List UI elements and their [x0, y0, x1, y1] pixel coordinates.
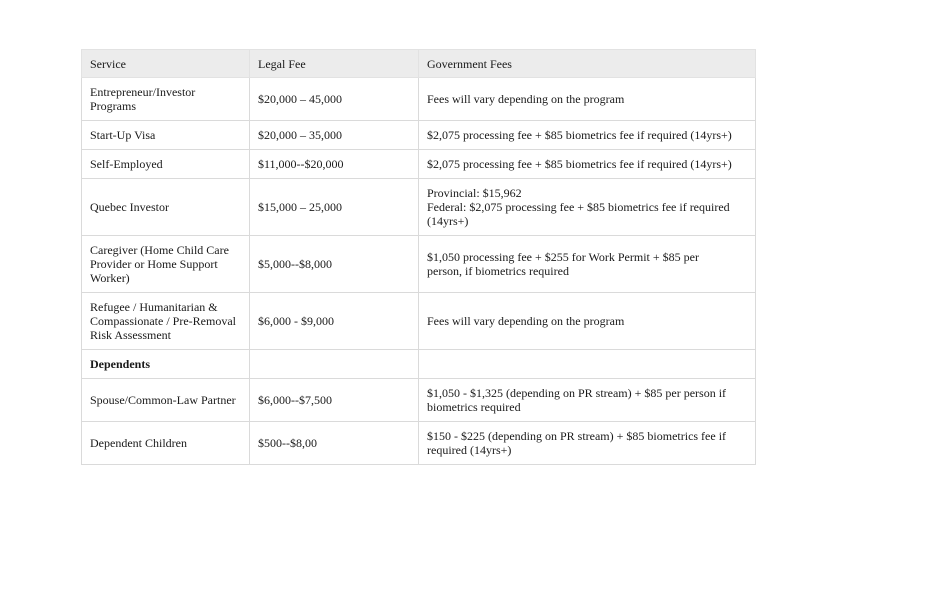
government-fees-cell: [419, 422, 756, 465]
government-fees-text: $1,050 - $1,325 (depending on PR stream) + $85 per person if: [427, 386, 727, 400]
government-fees-cell: [419, 379, 756, 422]
service-text: Programs: [90, 99, 136, 113]
government-fees-cell: [419, 293, 756, 350]
service-text: Worker): [90, 271, 130, 285]
government-fees-text: biometrics required: [427, 400, 521, 414]
government-fees-text: $2,075 processing fee + $85 biometrics fee if required (14yrs+): [427, 157, 732, 171]
service-cell: [82, 78, 250, 121]
government-fees-text: required (14yrs+): [427, 443, 512, 457]
table-row: [82, 379, 756, 422]
service-cell: [82, 422, 250, 465]
government-fees-text: Federal: $2,075 processing fee + $85 biometrics fee if required: [427, 200, 730, 214]
service-cell: [82, 179, 250, 236]
section-row-dependents: [82, 350, 756, 379]
legal-fee-cell: $5,000--$8,000: [250, 236, 419, 293]
service-text: Entrepreneur/Investor: [90, 85, 196, 99]
legal-fee-cell: $6,000 - $9,000: [250, 293, 419, 350]
header-service: Service: [82, 50, 250, 78]
government-fees-cell: [419, 236, 756, 293]
empty-cell: [419, 350, 756, 379]
service-text: Self-Employed: [90, 157, 163, 171]
government-fees-text: $150 - $225 (depending on PR stream) + $85 biometrics fee if: [427, 429, 727, 443]
service-cell: [82, 379, 250, 422]
service-text: Risk Assessment: [90, 328, 172, 342]
header-government-fees: Government Fees: [419, 50, 756, 78]
service-text: Compassionate / Pre-Removal: [90, 314, 236, 328]
government-fees-text: $1,050 processing fee + $255 for Work Permit + $85 per: [427, 250, 699, 264]
table-row: [82, 236, 756, 293]
service-text: Caregiver (Home Child Care: [90, 243, 229, 257]
legal-fee-cell: $6,000--$7,500: [250, 379, 419, 422]
legal-fee-cell: $15,000 – 25,000: [250, 179, 419, 236]
service-cell: [82, 236, 250, 293]
table-row: [82, 78, 756, 121]
service-text: Spouse/Common-Law Partner: [90, 393, 236, 407]
header-legal-fee: Legal Fee: [250, 50, 419, 78]
government-fees-text: person, if biometrics required: [427, 264, 569, 278]
government-fees-text: Fees will vary depending on the program: [427, 314, 625, 328]
section-label: Dependents: [82, 350, 250, 379]
legal-fee-cell: $20,000 – 45,000: [250, 78, 419, 121]
legal-fee-cell: $11,000--$20,000: [250, 150, 419, 179]
empty-cell: [250, 350, 419, 379]
header-row: [82, 50, 756, 78]
fees-table: [81, 49, 756, 465]
government-fees-cell: [419, 78, 756, 121]
service-cell: [82, 121, 250, 150]
government-fees-text: (14yrs+): [427, 214, 469, 228]
table-row: [82, 150, 756, 179]
service-cell: [82, 150, 250, 179]
table-row: [82, 422, 756, 465]
service-text: Start-Up Visa: [90, 128, 156, 142]
table-row: [82, 121, 756, 150]
table-row: [82, 179, 756, 236]
legal-fee-cell: $20,000 – 35,000: [250, 121, 419, 150]
table-row: [82, 293, 756, 350]
government-fees-text: $2,075 processing fee + $85 biometrics fee if required (14yrs+): [427, 128, 732, 142]
service-text: Quebec Investor: [90, 200, 169, 214]
service-text: Provider or Home Support: [90, 257, 218, 271]
service-cell: [82, 293, 250, 350]
government-fees-cell: [419, 179, 756, 236]
government-fees-text: Provincial: $15,962: [427, 186, 522, 200]
government-fees-cell: [419, 121, 756, 150]
service-text: Refugee / Humanitarian &: [90, 300, 218, 314]
government-fees-cell: [419, 150, 756, 179]
legal-fee-cell: $500--$8,00: [250, 422, 419, 465]
government-fees-text: Fees will vary depending on the program: [427, 92, 625, 106]
service-text: Dependent Children: [90, 436, 187, 450]
